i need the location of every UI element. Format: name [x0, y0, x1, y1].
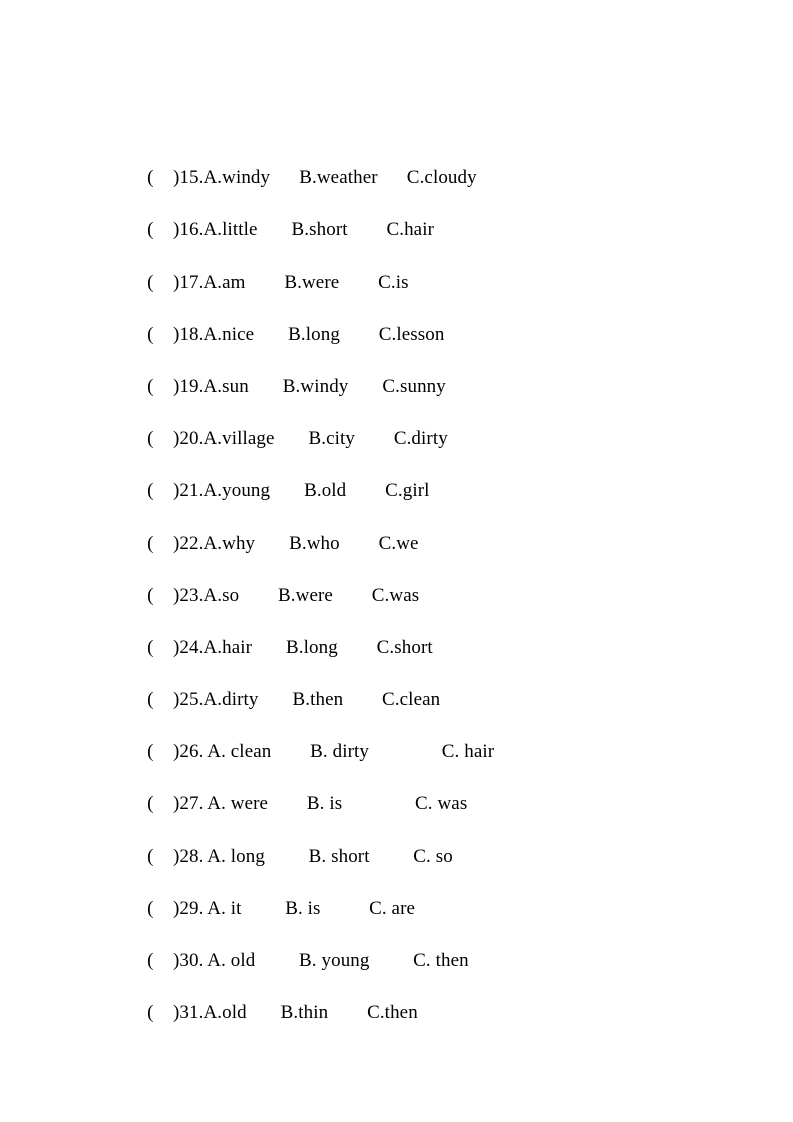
answer-blank-gap [154, 637, 173, 658]
spacer [242, 898, 281, 919]
question-number: 23. [179, 584, 204, 606]
answer-blank-open[interactable]: ( [147, 845, 154, 867]
spacer [378, 167, 407, 188]
answer-blank-gap [154, 480, 173, 501]
answer-blank-open[interactable]: ( [147, 271, 154, 293]
answer-blank-close: ) [172, 271, 180, 293]
answer-blank-gap [154, 793, 173, 814]
answer-blank-gap [154, 585, 173, 606]
option-a[interactable]: A. clean [203, 741, 272, 763]
spacer [252, 637, 286, 658]
answer-blank-open[interactable]: ( [147, 167, 154, 189]
spacer [247, 1002, 281, 1023]
option-c[interactable]: C. hair [436, 741, 495, 763]
spacer [370, 846, 409, 867]
option-b[interactable]: B.weather [299, 167, 378, 189]
spacer [355, 428, 394, 449]
option-c[interactable]: C. so [408, 845, 453, 867]
answer-blank-close: ) [172, 480, 180, 502]
spacer [255, 950, 294, 971]
answer-blank-close: ) [172, 793, 180, 815]
option-b[interactable]: B.long [288, 323, 340, 345]
spacer [271, 741, 305, 762]
answer-blank-open[interactable]: ( [147, 950, 154, 972]
spacer [249, 376, 283, 397]
option-b[interactable]: B. dirty [305, 741, 370, 763]
option-b[interactable]: B.were [278, 584, 333, 606]
question-number: 21. [179, 480, 204, 502]
answer-blank-close: ) [172, 219, 180, 241]
answer-blank-gap [154, 533, 173, 554]
answer-blank-close: ) [172, 584, 180, 606]
question-number: 29. [179, 897, 204, 919]
answer-blank-close: ) [172, 375, 180, 397]
option-c[interactable]: C.cloudy [406, 167, 477, 189]
answer-blank-open[interactable]: ( [147, 532, 154, 554]
answer-blank-close: ) [172, 636, 180, 658]
answer-blank-close: ) [172, 689, 180, 711]
option-c[interactable]: C.we [378, 532, 419, 554]
answer-blank-open[interactable]: ( [147, 793, 154, 815]
question-list [118, 100, 733, 1024]
spacer [348, 376, 382, 397]
option-c[interactable]: C.clean [382, 689, 441, 711]
answer-blank-gap [154, 376, 173, 397]
answer-blank-open[interactable]: ( [147, 584, 154, 606]
option-c[interactable]: C.is [378, 271, 409, 293]
answer-blank-open[interactable]: ( [147, 741, 154, 763]
spacer [259, 689, 293, 710]
option-a[interactable]: A.am [203, 271, 246, 293]
option-c[interactable]: C.then [367, 1002, 418, 1024]
option-a[interactable]: A.so [203, 584, 240, 606]
answer-blank-gap [154, 950, 173, 971]
question-number: 25. [179, 689, 204, 711]
question-number: 31. [179, 1002, 204, 1024]
answer-blank-open[interactable]: ( [147, 428, 154, 450]
answer-blank-gap [154, 898, 173, 919]
answer-blank-open[interactable]: ( [147, 689, 154, 711]
spacer [346, 480, 385, 501]
option-b[interactable]: B.city [308, 428, 355, 450]
option-a[interactable]: A.windy [203, 167, 271, 189]
spacer [268, 793, 302, 814]
answer-blank-gap [154, 272, 173, 293]
option-a[interactable]: A.why [203, 532, 256, 554]
option-a[interactable]: A.young [203, 480, 271, 502]
question-number: 15. [179, 167, 204, 189]
option-c[interactable]: C.sunny [382, 375, 446, 397]
option-c[interactable]: C. was [410, 793, 468, 815]
spacer [265, 846, 304, 867]
question-number: 16. [179, 219, 204, 241]
answer-blank-close: ) [172, 897, 180, 919]
option-b[interactable]: B.old [304, 480, 347, 502]
question-number: 26. [179, 741, 204, 763]
option-b[interactable]: B.short [291, 219, 348, 241]
option-b[interactable]: B. is [302, 793, 343, 815]
question-number: 20. [179, 428, 204, 450]
answer-blank-open[interactable]: ( [147, 375, 154, 397]
spacer [255, 533, 289, 554]
answer-blank-close: ) [172, 950, 180, 972]
option-b[interactable]: B.long [286, 636, 338, 658]
answer-blank-open[interactable]: ( [147, 897, 154, 919]
answer-blank-open[interactable]: ( [147, 636, 154, 658]
spacer [328, 1002, 367, 1023]
option-a[interactable]: A.village [203, 428, 275, 450]
question-number: 24. [179, 636, 204, 658]
answer-blank-close: ) [172, 323, 180, 345]
option-a[interactable]: A. it [203, 897, 242, 919]
option-a[interactable]: A.old [203, 1002, 247, 1024]
option-b[interactable]: B. short [303, 845, 370, 867]
option-a[interactable]: A.little [203, 219, 258, 241]
spacer [340, 533, 379, 554]
option-c[interactable]: C.was [371, 584, 420, 606]
answer-blank-close: ) [172, 167, 180, 189]
answer-blank-gap [154, 1002, 173, 1023]
question-number: 28. [179, 845, 204, 867]
answer-blank-gap [154, 324, 173, 345]
option-a[interactable]: A. were [203, 793, 269, 815]
option-b[interactable]: B.were [284, 271, 340, 293]
option-b[interactable]: B.who [289, 532, 340, 554]
answer-blank-gap [154, 846, 173, 867]
spacer [338, 637, 377, 658]
option-a[interactable]: A.sun [203, 375, 249, 397]
option-c[interactable]: C. then [408, 950, 469, 972]
spacer [348, 219, 387, 240]
option-a[interactable]: A.dirty [203, 689, 259, 711]
option-b[interactable]: B.windy [282, 375, 349, 397]
answer-blank-close: ) [172, 845, 180, 867]
option-a[interactable]: A.nice [203, 323, 255, 345]
spacer [339, 272, 378, 293]
option-c[interactable]: C.hair [386, 219, 435, 241]
spacer [270, 480, 304, 501]
answer-blank-open[interactable]: ( [147, 480, 154, 502]
spacer [270, 167, 299, 188]
spacer [275, 428, 309, 449]
option-b[interactable]: B.then [292, 689, 344, 711]
spacer [342, 793, 410, 814]
option-a[interactable]: A.hair [203, 636, 253, 658]
answer-blank-gap [154, 219, 173, 240]
answer-blank-gap [154, 428, 173, 449]
spacer [343, 689, 382, 710]
question-number: 18. [179, 323, 204, 345]
option-c[interactable]: C. are [364, 897, 416, 919]
answer-blank-gap [154, 689, 173, 710]
spacer [370, 950, 409, 971]
option-b[interactable]: B.thin [280, 1002, 329, 1024]
spacer [321, 898, 365, 919]
spacer [239, 585, 278, 606]
answer-blank-gap [154, 741, 173, 762]
question-number: 27. [179, 793, 204, 815]
question-number: 17. [179, 271, 204, 293]
answer-blank-close: ) [172, 532, 180, 554]
option-b[interactable]: B. is [280, 897, 321, 919]
spacer [369, 741, 437, 762]
option-c[interactable]: C.lesson [378, 323, 445, 345]
option-c[interactable]: C.girl [385, 480, 430, 502]
answer-blank-open[interactable]: ( [147, 323, 154, 345]
answer-blank-gap [154, 167, 173, 188]
answer-blank-close: ) [172, 428, 180, 450]
answer-blank-close: ) [172, 1002, 180, 1024]
answer-blank-open[interactable]: ( [147, 219, 154, 241]
answer-blank-open[interactable]: ( [147, 1002, 154, 1024]
spacer [246, 272, 285, 293]
question-row[interactable] [118, 100, 733, 189]
spacer [254, 324, 288, 345]
answer-blank-close: ) [172, 741, 180, 763]
question-number: 30. [179, 950, 204, 972]
option-a[interactable]: A. long [203, 845, 265, 867]
question-number: 22. [179, 532, 204, 554]
option-a[interactable]: A. old [203, 950, 256, 972]
option-c[interactable]: C.dirty [393, 428, 448, 450]
question-number: 19. [179, 375, 204, 397]
option-b[interactable]: B. young [294, 950, 370, 972]
spacer [258, 219, 292, 240]
spacer [333, 585, 372, 606]
spacer [340, 324, 379, 345]
option-c[interactable]: C.short [376, 636, 433, 658]
